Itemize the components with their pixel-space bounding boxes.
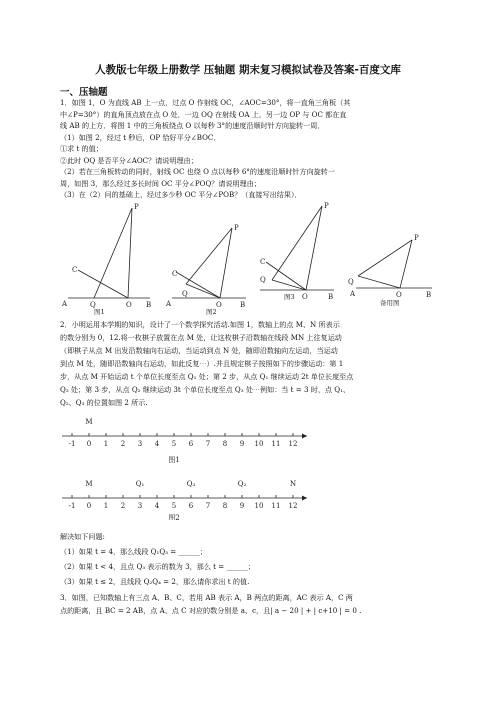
nl1-arrow [302,434,307,439]
nl2-tick-label: 7 [205,502,211,510]
nl2-tick-label: 4 [154,502,160,510]
fig2-label-Q: Q [182,290,188,298]
nl2-tick-label: 10 [254,502,264,510]
nl1-tick-label: 8 [222,440,228,448]
nl1-tick-label: 2 [120,440,126,448]
nl2-caption: 图2 [168,514,180,520]
spare-label-Q: Q [348,278,354,286]
fig3-label-C: C [260,258,266,266]
number-line-2 [62,480,307,520]
q1-line-8: 周，如图 3，那么经过多长时间 OC 平分∠POQ？请说明理由； [60,178,261,188]
nl1-tick-label: 11 [271,440,281,448]
spare-label-B: B [426,291,432,299]
q2-solve-heading: 解决如下问题: [60,532,105,541]
fig2-label-A: A [166,300,172,308]
nl2-tick-label: 2 [120,502,126,510]
nl2-point-n: N [289,480,297,488]
q1-line-1: 1．如图 1，O 为直线 AB 上一点，过点 O 作射线 OC，∠AOC=30°，将一直角三角板（其 [60,98,351,107]
nl2-tick-label: 9 [239,502,245,510]
fig3-label-B: B [328,293,334,301]
nl2-arrow [302,496,307,501]
nl2-point-q1: Q₁ [135,480,145,488]
fig2-caption: 图2 [206,308,217,315]
nl2-tick-label: 12 [288,502,298,510]
q1-line-2: 中∠P=30°）的直角顶点放在点 O 处，一边 OQ 在射线 OA 上，另一边 OP 与 OC 都在直 [60,109,347,119]
nl2-point-m: M [85,480,93,488]
nl1-tick-label: 10 [254,440,264,448]
q1-line-6: ②此时 OQ 是否平分∠AOC？请说明理由； [60,155,198,165]
q2-number-lines [60,410,320,520]
fig3-label-Q: Q [260,276,266,284]
fig1-label-Q: Q [90,301,96,309]
q2-sub-1: （1）如果 t = 4，那么线段 Q₁Q₃ = ______； [60,547,207,556]
nl1-caption: 图1 [168,456,180,464]
nl1-point-M: M [85,418,93,426]
spare-label-O: O [396,291,402,299]
fig3-caption: 图3 [284,293,295,301]
nl1-tick-label: 9 [239,440,245,448]
q3-line-1: 3．如图，已知数轴上有三点 A、B、C，若用 AB 表示 A，B 两点的距离，AC 表示 A，C 两 [60,593,353,602]
nl1-tick-label: 7 [205,440,211,448]
nl2-tick-label: -1 [68,502,76,510]
fig1-label-P: P [134,203,139,211]
nl2-tick-label: 0 [86,502,92,510]
nl2-point-q3: Q₃ [186,480,196,488]
fig2-label-B: B [240,301,246,309]
nl1-tick-label: 1 [103,440,109,448]
nl2-point-q2: Q₂ [237,480,247,488]
nl1-tick-label: 4 [154,440,160,448]
q2-line-7: Q₂、Q₃ 的位置如图 2 所示. [60,398,148,407]
q2-sub-2: （2）如果 t < 4，且点 Q₃ 表示的数为 3，那么 t = ______； [60,562,255,571]
q1-line-7: （2）若在三角板转动的同时，射线 OC 也绕 O 点以每秒 6°的速度沿顺时针方向旋转一 [60,167,335,176]
q2-sub-3: （3）如果 t ≤ 2，且线段 Q₂Q₄ = 2，那么请你求出 t 的值. [60,577,250,586]
spare-caption: 备用图 [380,299,400,307]
nl2-tick-label: 5 [171,502,177,510]
nl1-tick-label: 6 [188,440,194,448]
fig3-label-O: O [302,293,308,301]
nl1-tick-label: 3 [137,440,143,448]
nl1-tick-label: -1 [68,440,76,448]
q2-line-4: 到点 M 处，随即沿数轴向右运动，如此反复⋯）.并且规定棋子按照如下的步骤运动：第 1 [60,359,344,368]
fig3-label-P: P [324,202,329,210]
q2-line-5: 步，从点 M 开始运动 t 个单位长度至点 Q₁ 处；第 2 步，从点 Q₁ 继续运动 2t 单位长度至点 [60,372,354,381]
q3-line-2: 点的距离，且 BC = 2 AB，点 A、点 C 对应的数分别是 a、c，且| a − 20 | + | c+10 | = 0 . [60,606,362,615]
spare-label-A: A [350,290,356,298]
section-heading: 一、压轴题 [60,87,108,98]
fig2-label-O: O [216,301,222,309]
page-title: 人教版七年级上册数学 压轴题 期末复习模拟试卷及答案-百度文库 [95,64,401,76]
q2-line-6: Q₂ 处；第 3 步，从点 Q₂ 继续运动 3t 个单位长度至点 Q₃ 处⋯例如：当 t = 3 时，点 Q₁、 [60,385,351,394]
q2-line-3: （即棋子从点 M 出发沿数轴向右运动，当运动到点 N 处，随即沿数轴向左运动，当运动 [60,346,338,355]
q1-line-4: （1）如图 2，经过 t 秒后，OP 恰好平分∠BOC． [60,132,221,142]
nl2-tick-label: 3 [137,502,143,510]
q1-figures [60,200,440,315]
q1-line-3: 线 AB 的上方．将图 1 中的三角板绕点 O 以每秒 3°的速度沿顺时针方向旋转一周． [60,121,325,130]
q1-line-9: （3）在（2）问的基础上，经过多少秒 OC 平分∠POB？（直接写出结果）． [60,190,302,199]
fig1-label-A: A [62,300,68,308]
fig1-caption: 图1 [94,308,105,315]
number-line-1 [62,418,307,464]
spare-label-P: P [414,234,419,242]
nl1-tick-label: 5 [171,440,177,448]
nl2-tick-label: 8 [222,502,228,510]
nl2-tick-label: 6 [188,502,194,510]
nl1-tick-label: 0 [86,440,92,448]
q2-line-1: 2．小明运用本学期的知识，设计了一个数学探究活动.如图 1，数轴上的点 M、N 所表示 [60,320,340,329]
fig1-label-C: C [72,266,78,274]
q1-line-5: ①求 t 的值； [60,144,103,153]
nl2-tick-label: 11 [271,502,281,510]
fig2-label-P: P [234,224,239,232]
fig1-label-O: O [126,301,132,309]
q2-line-2: 的数分别为 0，12.将一枚棋子放置在点 M 处，让这枚棋子沿数轴在线段 MN 上往复运动 [60,333,342,342]
nl2-tick-label: 1 [103,502,109,510]
fig1-label-B: B [146,301,152,309]
fig2-label-C: C [172,270,178,278]
nl1-tick-label: 12 [288,440,298,448]
